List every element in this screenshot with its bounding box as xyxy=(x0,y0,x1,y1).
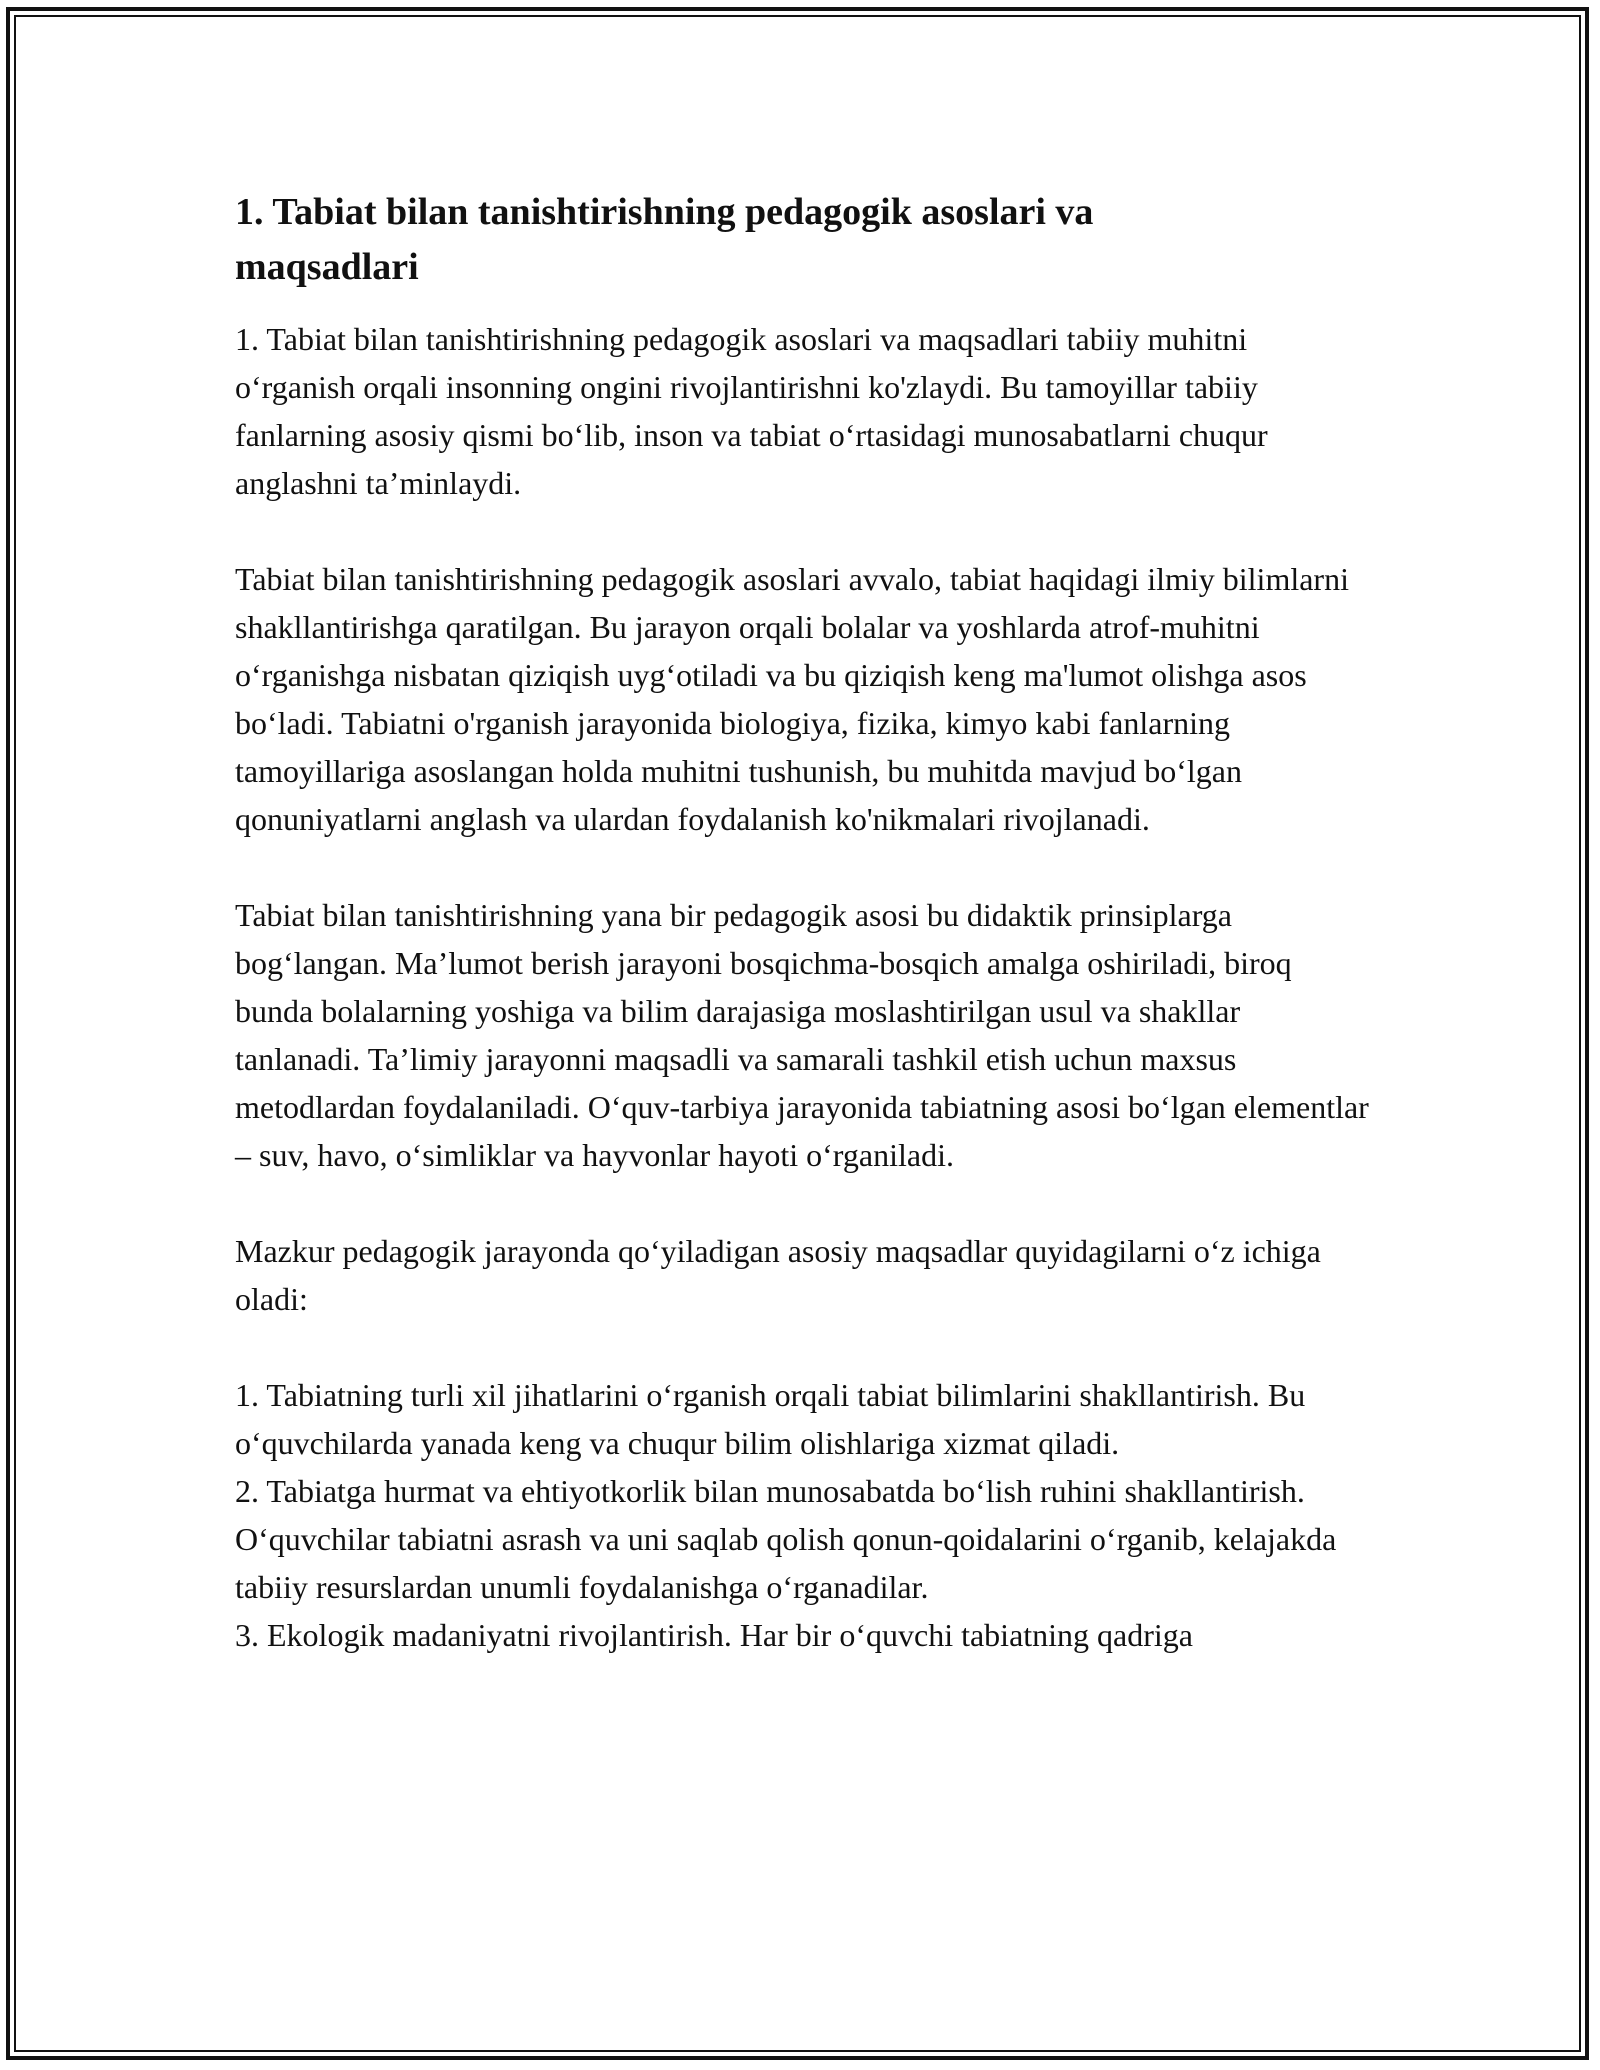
goals-list-item: 2. Tabiatga hurmat va ehtiyotkorlik bilan munosabatda bo‘lish ruhini shakllantirish. O‘quvchilar tabiatni asrash va uni saqlab qolish qonun-qoidalarini o‘rganib, kelajakda tabiiy resurslardan unumli foydalanishga o‘rganadilar. xyxy=(235,1473,1337,1605)
paragraph-intro: 1. Tabiat bilan tanishtirishning pedagogik asoslari va maqsadlari tabiiy muhitni o‘rganish orqali insonning ongini rivojlantirishni ko'zlaydi. Bu tamoyillar tabiiy fanlarning asosiy qismi bo‘lib, inson va tabiat o‘rtasidagi munosabatlarni chuqur anglashni ta’minlaydi. xyxy=(235,321,1268,501)
paragraph-didactic: Tabiat bilan tanishtirishning yana bir pedagogik asosi bu didaktik prinsiplarga bog‘langan. Ma’lumot berish jarayoni bosqichma-bosqich amalga oshiriladi, biroq bunda bolalarning yoshiga va bilim darajasiga moslashtirilgan usul va shakllar tanlanadi. Ta’limiy jarayonni maqsadli va samarali tashkil etish uchun maxsus metodlardan foydalaniladi. O‘quv-tarbiya jarayonida tabiatning asosi bo‘lgan elementlar – suv, havo, o‘simliklar va hayvonlar hayoti o‘rganiladi. xyxy=(235,897,1369,1173)
document-body xyxy=(235,185,1370,1659)
goals-list xyxy=(235,1371,1370,1659)
section-heading: 1. Tabiat bilan tanishtirishning pedagogik asoslari va maqsadlari xyxy=(235,191,1094,288)
paragraph-goals-intro: Mazkur pedagogik jarayonda qo‘yiladigan asosiy maqsadlar quyidagilarni o‘z ichiga oladi: xyxy=(235,1233,1321,1317)
goals-list-item: 3. Ekologik madaniyatni rivojlantirish. Har bir o‘quvchi tabiatning qadriga xyxy=(235,1617,1193,1653)
paragraph-foundations: Tabiat bilan tanishtirishning pedagogik asoslari avvalo, tabiat haqidagi ilmiy bilimlarni shakllantirishga qaratilgan. Bu jarayon orqali bolalar va yoshlarda atrof-muhitni o‘rganishga nisbatan qiziqish uyg‘otiladi va bu qiziqish keng ma'lumot olishga asos bo‘ladi. Tabiatni o'rganish jarayonida biologiya, fizika, kimyo kabi fanlarning tamoyillariga asoslangan holda muhitni tushunish, bu muhitda mavjud bo‘lgan qonuniyatlarni anglash va ulardan foydalanish ko'nikmalari rivojlanadi. xyxy=(235,561,1349,837)
goals-list-item: 1. Tabiatning turli xil jihatlarini o‘rganish orqali tabiat bilimlarini shakllantirish. Bu o‘quvchilarda yanada keng va chuqur bilim olishlariga xizmat qiladi. xyxy=(235,1377,1306,1461)
